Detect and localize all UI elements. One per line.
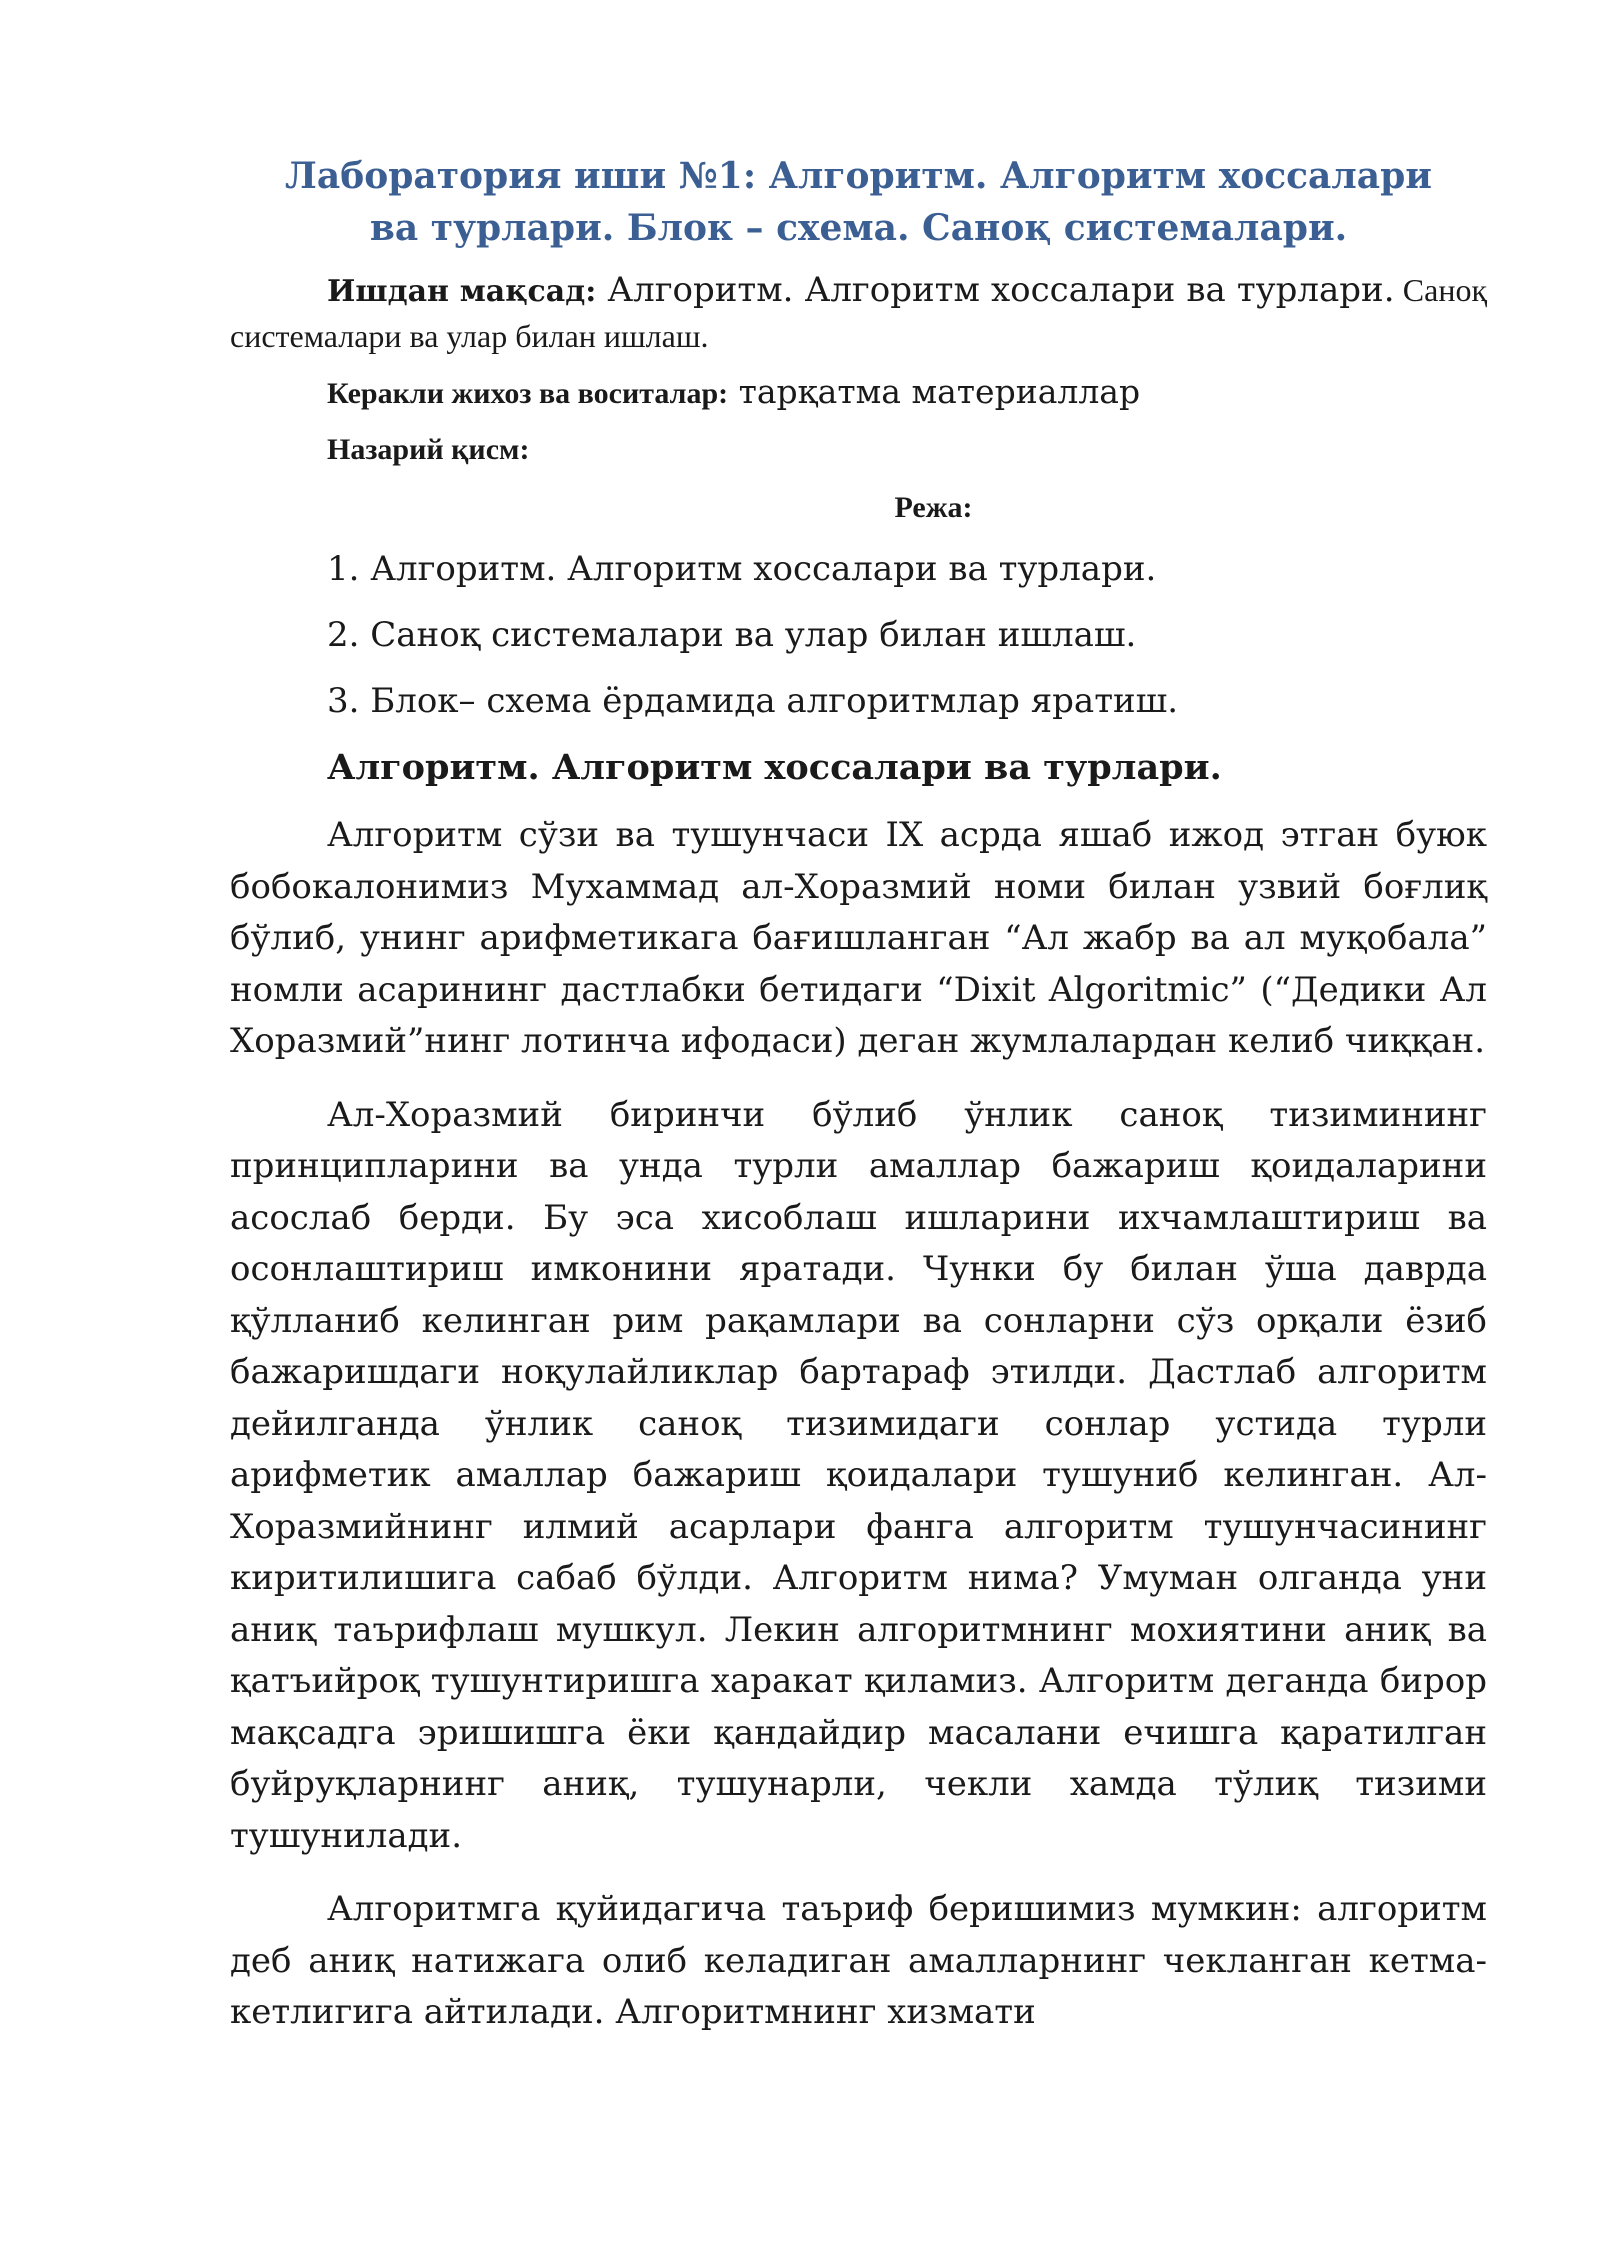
document-page — [230, 150, 1487, 2061]
equipment-text: тарқатма материаллар — [728, 372, 1141, 411]
goal-label: Ишдан мақсад: — [327, 274, 597, 309]
plan-label: Режа: — [894, 491, 973, 524]
equipment-line — [327, 370, 1487, 416]
goal-text: Алгоритм. Алгоритм хоссалари ва турлари. — [596, 270, 1395, 310]
goal-text-tail: Саноқ системалари ва улар билан ишлаш. — [230, 272, 1488, 354]
plan-item: 2. Саноқ системалари ва улар билан ишлаш. — [327, 615, 1137, 655]
theory-label: Назарий қисм: — [327, 433, 530, 466]
plan-item: 1. Алгоритм. Алгоритм хоссалари ва турлари. — [327, 549, 1157, 589]
body-paragraph: Ал-Хоразмий биринчи бўлиб ўнлик саноқ тизимининг принципларини ва унда турли амаллар бажариш қоидаларини асослаб берди. Бу эса хисоблаш ишларини ихчамлаштириш ва осонлаштириш имконини яратади. Чунки бу билан ўша даврда қўлланиб келинган рим рақамлари ва сонларни сўз орқали ёзиб бажаришдаги ноқулайликлар бартараф этилди. Дастлаб алгоритм дейилганда ўнлик саноқ тизимидаги сонлар устида турли арифметик амаллар бажариш қоидалари тушуниб келинган. Ал-Хоразмийнинг илмий асарлари фанга алгоритм тушунчасининг киритилишига сабаб бўлди. Алгоритм нима? Умуман олганда уни аниқ таърифлаш мушкул. Лекин алгоритмнинг мохиятини аниқ ва қатъийроқ тушунтиришга харакат қиламиз. Алгоритм деганда бирор мақсадга эришишга ёки қандайдир масалани ечишга қаратилган буйруқларнинг аниқ, тушунарли, чекли хамда тўлиқ тизими тушунилади. — [230, 1094, 1487, 1856]
document-title: Лаборатория иши №1: Алгоритм. Алгоритм хоссалари ва турлари. Блок – схема. Саноқ системалари. — [285, 155, 1432, 249]
goal-paragraph — [230, 268, 1487, 358]
body-paragraph: Алгоритм сўзи ва тушунчаси IX асрда яшаб ижод этган буюк бобокалонимиз Мухаммад ал-Хоразмий номи билан узвий боғлиқ бўлиб, унинг арифметикага бағишланган “Ал жабр ва ал муқобала” номли асарининг дастлабки бетидаги “Dixit Algoritmic” (“Дедики Ал Хоразмий”нинг лотинча ифодаси) деган жумлалардан келиб чиққан. — [230, 815, 1487, 1061]
section-heading: Алгоритм. Алгоритм хоссалари ва турлари. — [327, 747, 1222, 788]
equipment-label: Керакли жихоз ва воситалар: — [327, 377, 729, 410]
body-paragraph: Алгоритмга қуйидагича таъриф беришимиз мумкин: алгоритм деб аниқ натижага олиб келадиган амалларнинг чекланган кетма-кетлигига айтилади. Алгоритмнинг хизмати — [230, 1889, 1487, 2032]
plan-item: 3. Блок– схема ёрдамида алгоритмлар яратиш. — [327, 681, 1179, 721]
